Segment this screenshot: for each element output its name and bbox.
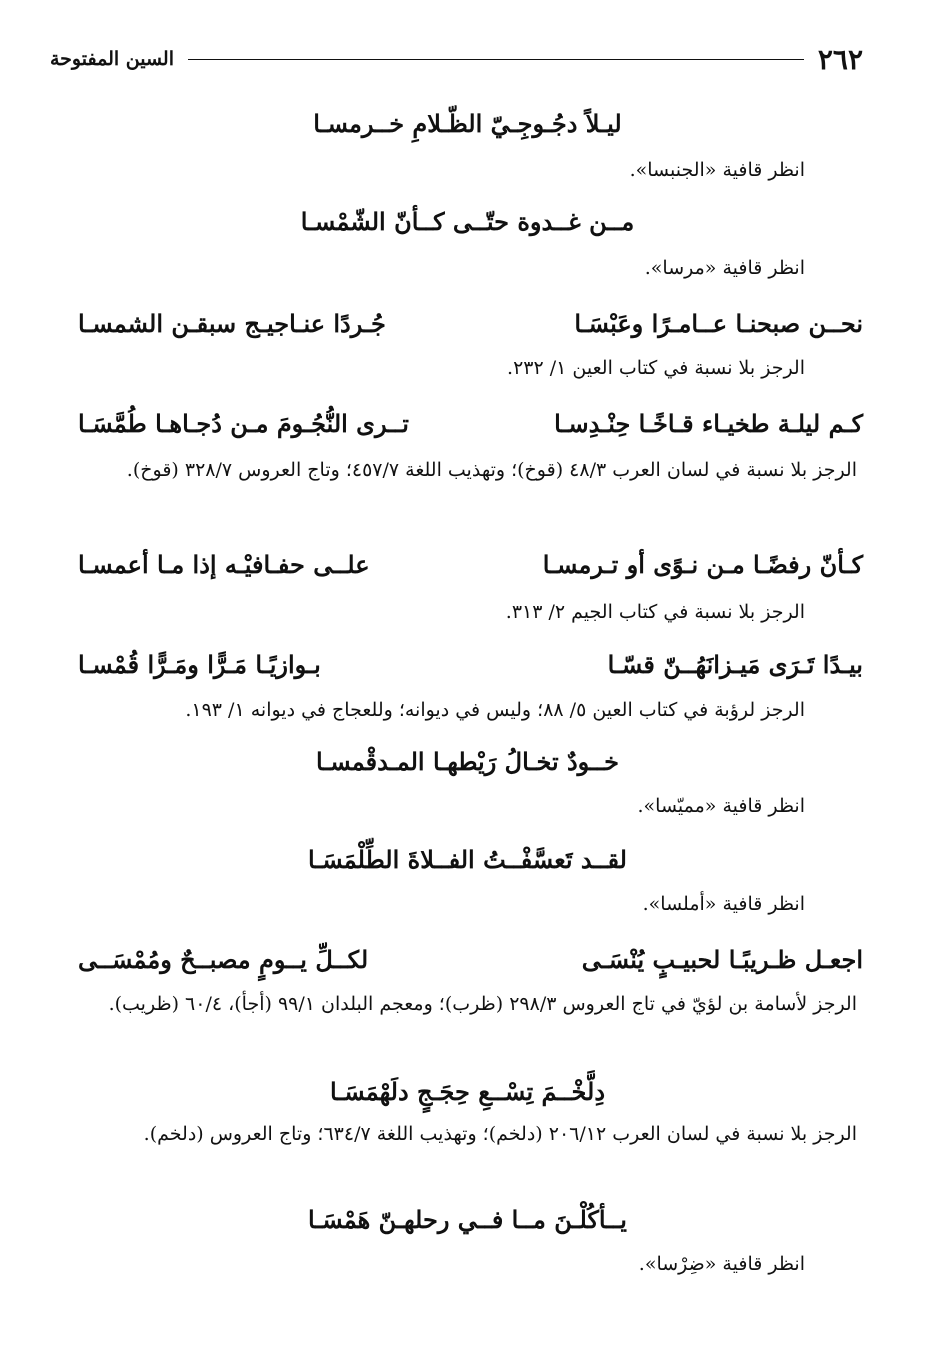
verse-couplet <box>78 645 863 685</box>
first-hemistich: اجعـل ظـريبًـا لحبيـبٍ يُنْسَـى <box>581 945 863 974</box>
source-note: الرجز بلا نسبة في كتاب العين ١/ ٢٣٢. <box>507 357 805 379</box>
verse-line: خــودٌ تخـالُ رَيْطهـا المـدقْمسـا <box>316 747 619 776</box>
verse-line: لقــد تَعسَّفْــتُ الفــلاةَ الطِّلْمَسَـا <box>308 845 627 874</box>
source-note: الرجز لرؤبة في كتاب العين ٥/ ٨٨؛ وليس في ديوانه؛ وللعجاج في ديوانه ١/ ١٩٣. <box>185 699 805 721</box>
page-header <box>50 42 863 76</box>
verse-couplet <box>78 545 863 585</box>
verse-couplet <box>78 404 863 444</box>
source-note: الرجز لأسامة بن لؤيّ في تاج العروس ٢٩٨/٣ (ظرب)؛ ومعجم البلدان ٩٩/١ (أجأ)، ٦٠/٤ (ظريب). <box>108 993 857 1015</box>
cross-reference-note: انظر قافية «الجنبسا». <box>629 159 805 181</box>
running-title: السين المفتوحة <box>50 48 174 70</box>
verse-couplet <box>78 304 863 344</box>
verse-line: ليـلاً دجُـوجِـيّ الظّـلامِ خــرمسـا <box>313 109 622 138</box>
page-number: ٢٦٢ <box>817 42 863 76</box>
second-hemistich: جُـردًا عنـاجيـج سبقـن الشمسـا <box>78 309 386 338</box>
first-hemistich: نحــن صبحنـا عــامـرًا وعَبْسَـا <box>574 309 863 338</box>
source-note: الرجز بلا نسبة في لسان العرب ٢٠٦/١٢ (دلخم)؛ وتهذيب اللغة ٦٣٤/٧؛ وتاج العروس (دلخم). <box>143 1123 857 1145</box>
second-hemistich: علــى حفـافيْـه إذا مـا أعمسـا <box>78 550 370 579</box>
cross-reference-note: انظر قافية «أملسا». <box>642 893 805 915</box>
source-note: الرجز بلا نسبة في كتاب الجيم ٢/ ٣١٣. <box>505 601 805 623</box>
second-hemistich: تــرى النُّجُـومَ مـن دُجـاهـا طُمَّسَـا <box>78 409 409 438</box>
first-hemistich: بيـدًا تَـرَى مَيـزانَهُــنّ قسّـا <box>607 650 863 679</box>
second-hemistich: لكــلِّ يــومٍ مصبــحٌ ومُمْسَــى <box>78 945 369 974</box>
verse-line: مــن غــدوة حتّــى كــأنّ الشّمْسـا <box>300 207 635 236</box>
cross-reference-note: انظر قافية «ضِرْسا». <box>638 1253 805 1275</box>
source-note: الرجز بلا نسبة في لسان العرب ٤٨/٣ (قوخ)؛ وتهذيب اللغة ٤٥٧/٧؛ وتاج العروس ٣٢٨/٧ (قوخ). <box>126 459 857 481</box>
cross-reference-note: انظر قافية «مميّسا». <box>637 795 805 817</box>
verse-couplet <box>78 940 863 980</box>
cross-reference-note: انظر قافية «مرسا». <box>644 257 805 279</box>
verse-line: يــأكُلْـنَ مــا فــي رحلهـنّ هَمْسَـا <box>308 1205 627 1234</box>
verse-line: دِلَّخْــمَ تِسْــعِ حِجَـجٍ دلَهْمَسَـا <box>329 1077 606 1106</box>
first-hemistich: كـأنّ رفضًـا مـن نـوًى أو تـرمسـا <box>542 550 863 579</box>
first-hemistich: كـم ليلـة طخيـاء قـاخًـا حِنْـدِسـا <box>554 409 863 438</box>
second-hemistich: بـوازيًـا مَـرًّا ومَـرًّا قُمْسـا <box>78 650 321 679</box>
header-rule <box>188 59 804 60</box>
